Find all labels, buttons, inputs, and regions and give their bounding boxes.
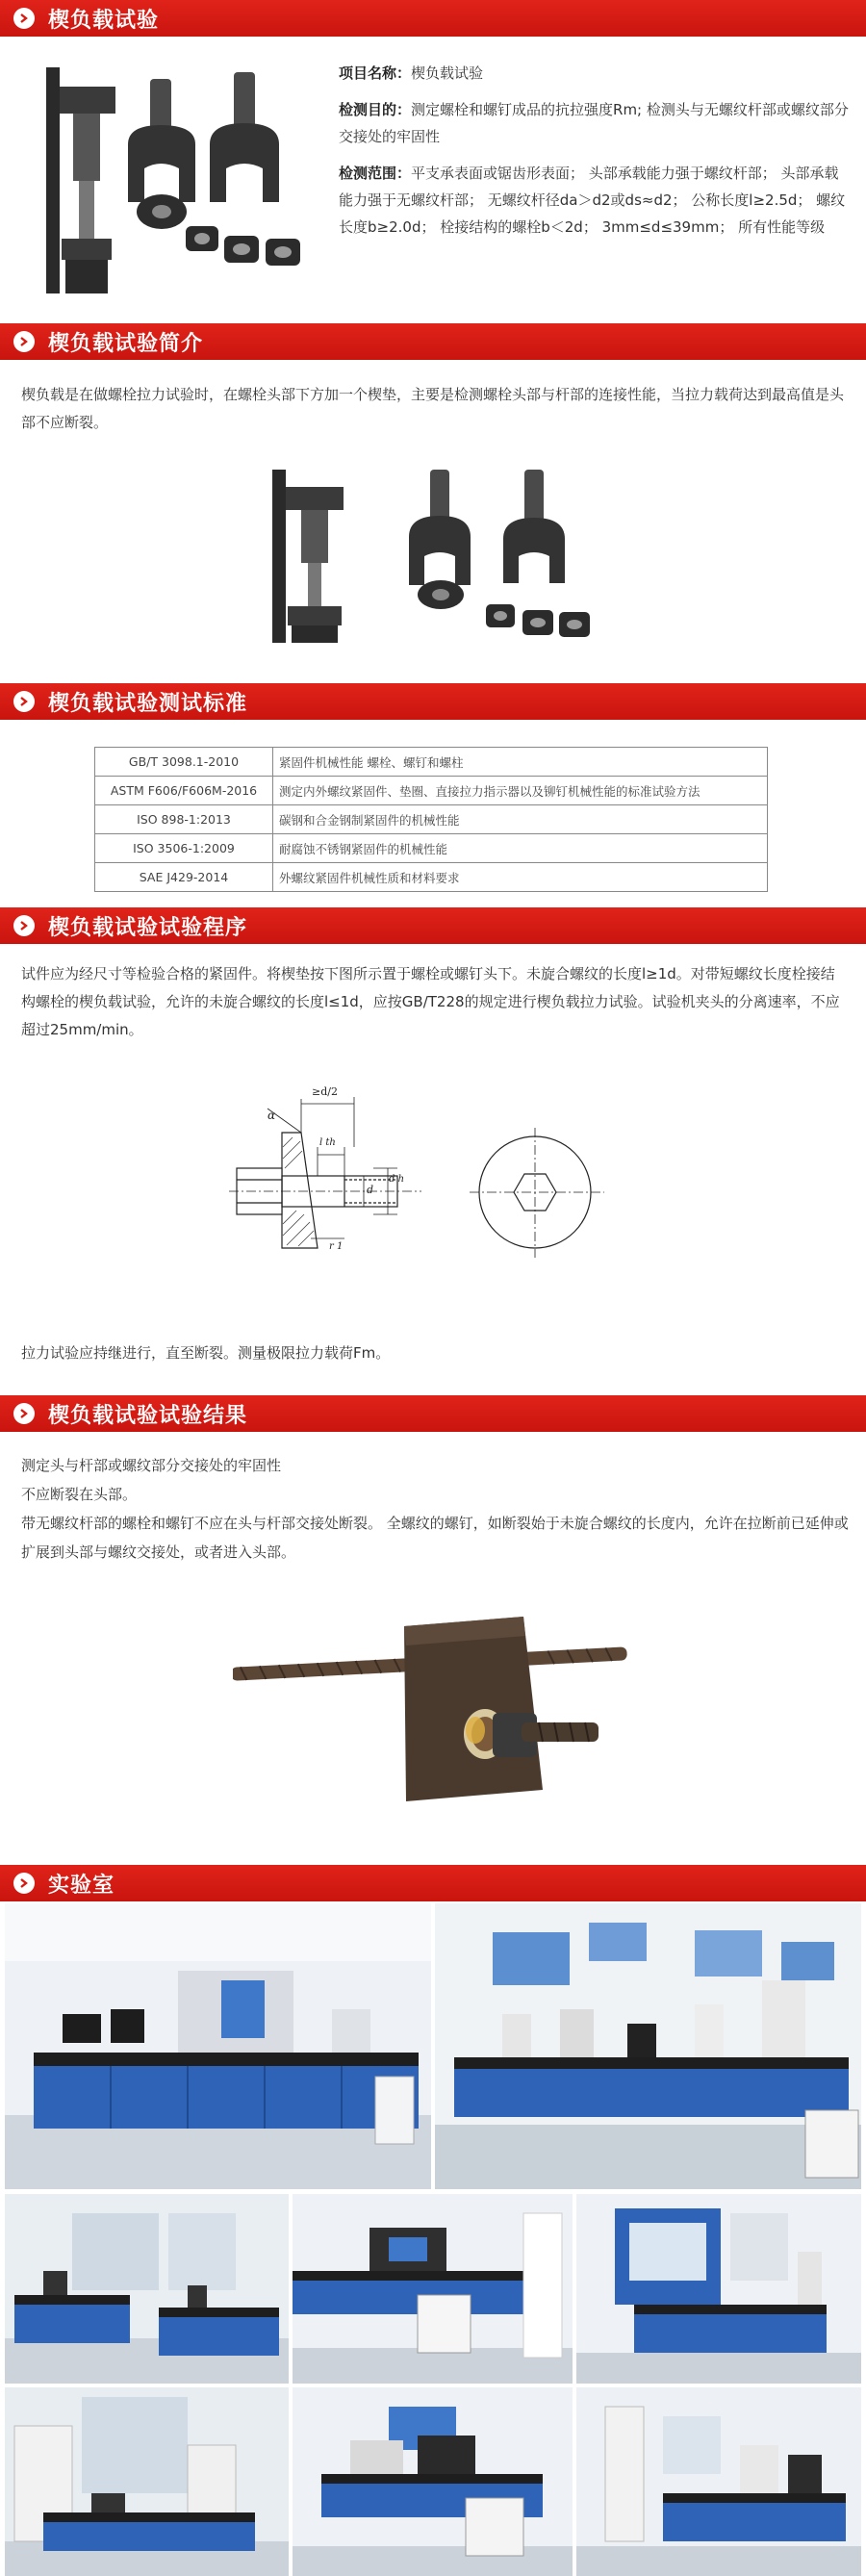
standard-code: SAE J429-2014 [95, 863, 273, 892]
standard-desc: 紧固件机械性能 螺栓、螺钉和螺柱 [273, 748, 768, 777]
lab-photo [576, 2387, 861, 2576]
lab-photo [5, 2387, 289, 2576]
section-title: 楔负载试验测试标准 [48, 691, 248, 716]
dim-label-d: d [367, 1184, 374, 1196]
dim-label-alpha: α [267, 1109, 276, 1122]
scope-row [339, 160, 849, 241]
lab-photo [293, 2194, 573, 2384]
overview-paragraph: 楔负载是在做螺栓拉力试验时，在螺栓头部下方加一个楔垫，主要是检测螺栓头部与杆部的连接性能，当拉力载荷达到最高值是头部不应断裂。 [21, 386, 845, 431]
wedge-fixture-image [27, 67, 320, 293]
dim-label-dh: d h [389, 1174, 405, 1185]
standard-code: ISO 898-1:2013 [95, 805, 273, 834]
standard-desc: 碳钢和合金钢制紧固件的机械性能 [273, 805, 768, 834]
project-name-label: 项目名称： [339, 64, 412, 82]
section-title: 楔负载试验试验结果 [48, 1403, 248, 1428]
section-title: 实验室 [48, 1873, 115, 1898]
project-name-row [339, 60, 849, 87]
purpose-value: 测定螺栓和螺钉成品的抗拉强度Rm; 检测头与无螺纹杆部或螺纹部分交接处的牢固性 [339, 101, 849, 145]
results-text [21, 1451, 849, 1567]
results-line-2: 不应断裂在头部。 [21, 1486, 138, 1503]
section-header-laboratory [0, 1865, 866, 1901]
table-row [95, 863, 768, 892]
section-title: 楔负载试验简介 [48, 331, 204, 356]
standard-desc: 耐腐蚀不锈钢紧固件的机械性能 [273, 834, 768, 863]
standard-code: ASTM F606/F606M-2016 [95, 777, 273, 805]
overview-text [21, 381, 849, 437]
results-line-3: 带无螺纹杆部的螺栓和螺钉不应在头与杆部交接处断裂。 全螺纹的螺钉，如断裂始于未旋合螺纹的长度内，允许在拉断前已延伸或扩展到头部与螺纹交接处，或者进入头部。 [21, 1515, 849, 1561]
procedure-text-2 [21, 1339, 849, 1367]
table-row [95, 805, 768, 834]
standard-desc: 测定内外螺纹紧固件、垫圈、直接拉力指示器以及铆钉机械性能的标准试验方法 [273, 777, 768, 805]
chevron-right-icon [13, 915, 35, 936]
lab-photo [435, 1903, 861, 2189]
anchor-bolt-plate-image [233, 1607, 629, 1801]
chevron-right-icon [13, 331, 35, 352]
lab-photo [576, 2194, 861, 2384]
section-header-results [0, 1395, 866, 1432]
chevron-right-icon [13, 1403, 35, 1424]
section-title: 楔负载试验试验程序 [48, 915, 248, 940]
scope-label: 检测范围： [339, 165, 412, 182]
chevron-right-icon [13, 691, 35, 712]
dim-label-top: ≥d/2 [312, 1085, 338, 1098]
procedure-paragraph-2: 拉力试验应持继进行，直至断裂。测量极限拉力载荷Fm。 [21, 1344, 391, 1362]
lab-photo [5, 2194, 289, 2384]
procedure-paragraph: 试件应为经尺寸等检验合格的紧固件。将楔垫按下图所示置于螺栓或螺钉头下。未旋合螺纹的长度l≥1d。对带短螺纹长度栓接结构螺栓的楔负载试验，允许的未旋合螺纹的长度l≤1d，应按GB/T228的规定进行楔负载拉力试验。试验机夹头的分离速率，不应超过25mm/min。 [21, 965, 840, 1038]
procedure-text [21, 960, 849, 1044]
project-name-value: 楔负载试验 [411, 64, 484, 82]
table-row [95, 777, 768, 805]
dim-label-r1: r 1 [329, 1241, 344, 1252]
table-row [95, 834, 768, 863]
section-header-standards [0, 683, 866, 720]
dim-label-lth: l th [319, 1137, 336, 1148]
results-line-1: 测定头与杆部或螺纹部分交接处的牢固性 [21, 1457, 282, 1474]
standards-table [94, 747, 768, 892]
section-header-overview [0, 323, 866, 360]
scope-value: 平支承表面或锯齿形表面； 头部承载能力强于螺纹杆部； 头部承载能力强于无螺纹杆部； 无螺纹杆径da＞d2或ds≈d2； 公称长度l≥2.5d； 螺纹长度b≥2.0d； 栓接结构的螺栓b＜2d； 3mm≤d≤39mm； 所有性能等级 [339, 165, 846, 236]
wedge-fixture-image-2 [265, 470, 599, 643]
project-info [339, 60, 849, 250]
chevron-right-icon [13, 1873, 35, 1894]
lab-photo [293, 2387, 573, 2576]
standard-code: GB/T 3098.1-2010 [95, 748, 273, 777]
lab-photo [5, 1903, 431, 2189]
standard-desc: 外螺纹紧固件机械性质和材料要求 [273, 863, 768, 892]
table-row [95, 748, 768, 777]
standard-code: ISO 3506-1:2009 [95, 834, 273, 863]
section-title: 楔负载试验 [48, 8, 160, 33]
section-header-wedge-load-test [0, 0, 866, 37]
chevron-right-icon [13, 8, 35, 29]
purpose-label: 检测目的： [339, 101, 412, 118]
section-header-procedure [0, 907, 866, 944]
purpose-row [339, 96, 849, 150]
wedge-test-diagram [229, 1080, 633, 1277]
